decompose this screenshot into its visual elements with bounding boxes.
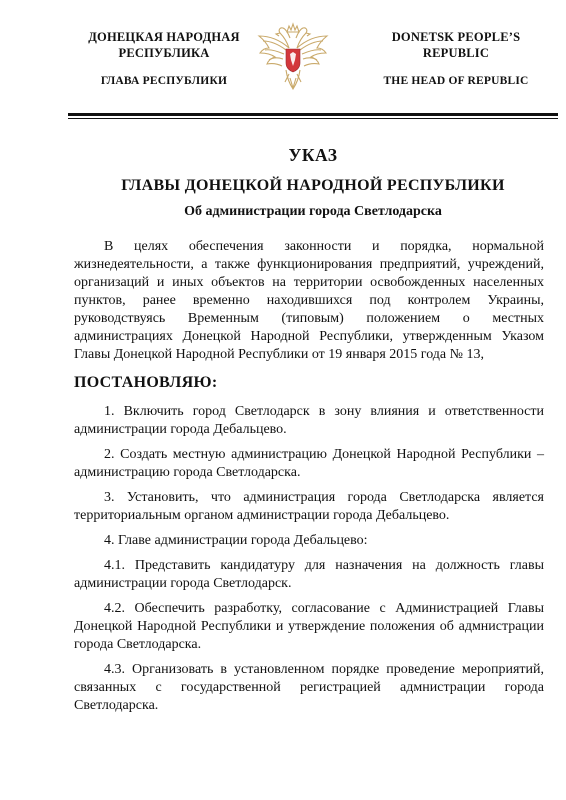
decree-title [70,145,556,220]
head-of-republic-ru: ГЛАВА РЕСПУБЛИКИ [100,75,228,87]
double-headed-eagle-coat-of-arms-icon [256,22,330,94]
header-left [78,29,250,89]
decree-item-4-1: 4.1. Представить кандидатуру для назначения на должность главы администрации города Светлодарск. [74,558,544,591]
decree-item-4: 4. Главе администрации города Дебальцево: [104,533,368,548]
decree-item-1: 1. Включить город Светлодарск в зону влияния и ответственности администрации города Дебальцево. [74,404,544,437]
decree-item-4-2: 4.2. Обеспечить разработку, согласование с Администрацией Главы Донецкой Народной Республики и утверждение положения об адмнистрации города Светлодарска. [74,601,544,652]
decree-subject: Об администрации города Светлодарска [184,204,442,219]
decree-item-2: 2. Создать местную администрацию Донецкой Народной Республики – администрацию города Светлодарска. [74,447,544,480]
republic-name-ru: ДОНЕЦКАЯ НАРОДНАЯ РЕСПУБЛИКА [88,30,240,60]
decree-issuer: ГЛАВЫ ДОНЕЦКОЙ НАРОДНОЙ РЕСПУБЛИКИ [121,177,505,194]
decree-item-3: 3. Установить, что администрация города Светлодарска является территориальным органом администрации города Дебальцево. [74,490,544,523]
header-divider-thin [68,118,558,119]
header-right [372,29,540,89]
decree-item-4-3: 4.3. Организовать в установленном порядке проведение мероприятий, связанных с государственной регистрацией адмнистрации города Светлодарска. [74,662,544,713]
resolve-heading: ПОСТАНОВЛЯЮ: [74,374,218,391]
republic-name-en: DONETSK PEOPLE’S REPUBLIC [391,30,521,60]
decree-items [74,403,544,722]
decree-heading: УКАЗ [288,145,338,165]
header-divider-thick [68,113,558,116]
preamble-paragraph: В целях обеспечения законности и порядка, нормальной жизнедеятельности, а также функционирования предприятий, учреждений, организаций и иных объектов на территории освобожденных населенных пунктов, ранее временно находившихся под контролем Украины, руководствуясь Временным (типовым) положением о местных администрациях Донецкой Народной Республики, утвержденным Указом Главы Донецкой Народной Республики от 19 января 2015 года № 13, [74,239,544,362]
head-of-republic-en: THE HEAD OF REPUBLIC [383,75,529,87]
